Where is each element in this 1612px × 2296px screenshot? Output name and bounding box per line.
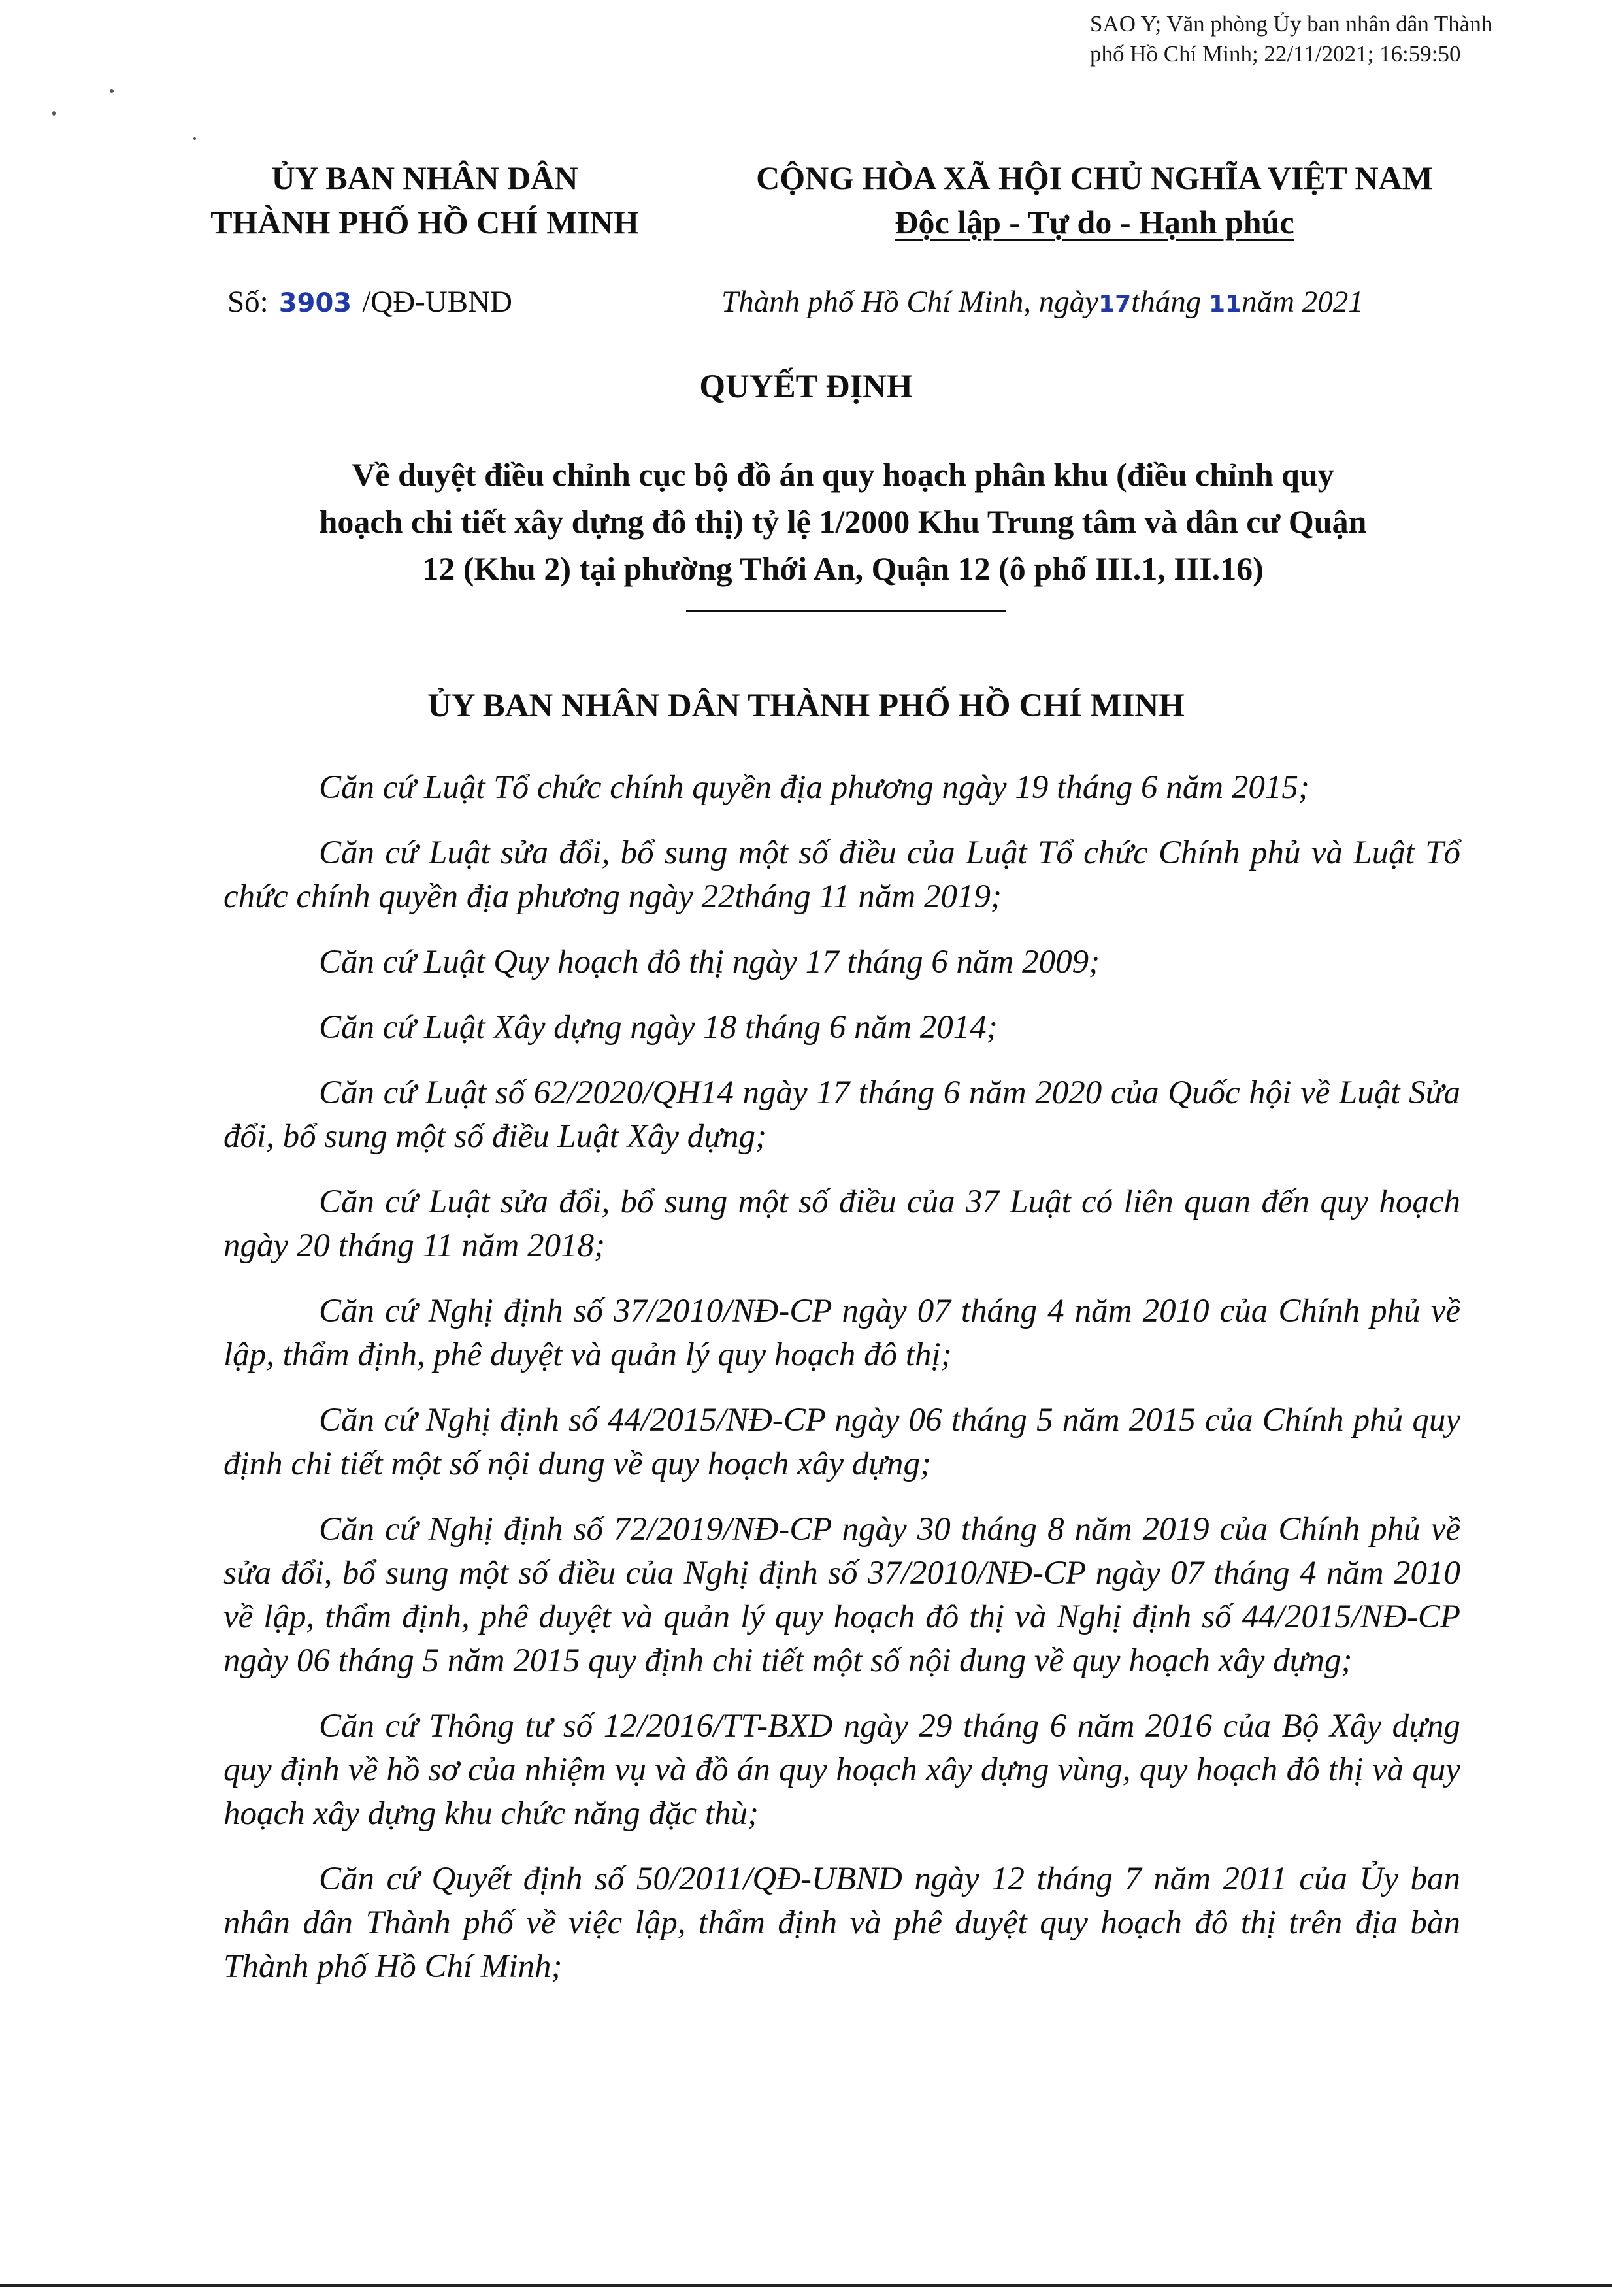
place-date-part3: năm 2021	[1242, 285, 1364, 319]
scan-speck	[52, 111, 56, 116]
document-title: QUYẾT ĐỊNH	[699, 369, 913, 405]
legal-basis-item: Căn cứ Thông tư số 12/2016/TT-BXD ngày 29 tháng 6 năm 2016 của Bộ Xây dựng quy định về hồ sơ của nhiệm vụ và đồ án quy hoạch xây dựng vùng, quy hoạch đô thị và quy hoạch xây dựng khu chức năng đặc thù;	[223, 1708, 1460, 1832]
subtitle-line1: Về duyệt điều chỉnh cục bộ đồ án quy hoạch phân khu (điều chỉnh quy	[352, 456, 1334, 493]
legal-basis-item: Căn cứ Nghị định số 37/2010/NĐ-CP ngày 07 tháng 4 năm 2010 của Chính phủ về lập, thẩm định, phê duyệt và quản lý quy hoạch đô thị;	[223, 1293, 1460, 1373]
nation-motto	[693, 200, 1496, 244]
place-date-part2: tháng	[1131, 285, 1209, 319]
legal-bases	[223, 766, 1460, 2010]
issuer-line1: ỦY BAN NHÂN DÂN	[271, 159, 578, 196]
copy-stamp	[1090, 9, 1587, 69]
national-header	[693, 156, 1496, 244]
doc-number-prefix: Số:	[227, 285, 276, 319]
legal-basis-item: Căn cứ Luật sửa đổi, bổ sung một số điều của 37 Luật có liên quan đến quy hoạch ngày 20 tháng 11 năm 2018;	[223, 1184, 1460, 1264]
title-divider	[686, 610, 1006, 612]
document-subtitle	[209, 451, 1477, 592]
doc-number-suffix: /QĐ-UBND	[354, 285, 512, 319]
legal-basis-item: Căn cứ Nghị định số 44/2015/NĐ-CP ngày 06 tháng 5 năm 2015 của Chính phủ quy định chi tiết một số nội dung về quy hoạch xây dựng;	[223, 1402, 1460, 1482]
legal-basis-item: Căn cứ Luật Xây dựng ngày 18 tháng 6 năm 2014;	[319, 1009, 998, 1046]
issuing-authority: ỦY BAN NHÂN DÂN THÀNH PHỐ HỒ CHÍ MINH	[427, 688, 1185, 724]
document-number	[227, 282, 512, 323]
place-date-part1: Thành phố Hồ Chí Minh, ngày	[721, 285, 1099, 319]
copy-stamp-line2: phố Hồ Chí Minh; 22/11/2021; 16:59:50	[1090, 41, 1461, 67]
scan-speck	[193, 137, 196, 140]
nation-name: CỘNG HÒA XÃ HỘI CHỦ NGHĨA VIỆT NAM	[756, 159, 1433, 196]
issuer-header	[163, 156, 686, 244]
subtitle-line3: 12 (Khu 2) tại phường Thới An, Quận 12 (ô phố III.1, III.16)	[422, 550, 1264, 587]
legal-basis-item: Căn cứ Luật sửa đổi, bổ sung một số điều của Luật Tổ chức Chính phủ và Luật Tổ chức chính quyền địa phương ngày 22tháng 11 năm 2019;	[223, 835, 1460, 915]
date-day-handwritten: 17	[1098, 291, 1132, 318]
subtitle-line2: hoạch chi tiết xây dựng đô thị) tỷ lệ 1/2000 Khu Trung tâm và dân cư Quận	[319, 503, 1367, 540]
scan-bottom-edge	[0, 2284, 1612, 2287]
issuer-line2: THÀNH PHỐ HỒ CHÍ MINH	[210, 204, 639, 241]
date-month-handwritten: 11	[1208, 291, 1242, 318]
nation-motto-text: Độc lập - Tự do - Hạnh phúc	[895, 204, 1294, 241]
legal-basis-item: Căn cứ Luật Tổ chức chính quyền địa phương ngày 19 tháng 6 năm 2015;	[319, 769, 1309, 806]
legal-basis-item: Căn cứ Luật số 62/2020/QH14 ngày 17 tháng 6 năm 2020 của Quốc hội về Luật Sửa đổi, bổ sung một số điều Luật Xây dựng;	[223, 1074, 1460, 1155]
legal-basis-item: Căn cứ Luật Quy hoạch đô thị ngày 17 tháng 6 năm 2009;	[319, 944, 1100, 980]
legal-basis-item: Căn cứ Quyết định số 50/2011/QĐ-UBND ngày 12 tháng 7 năm 2011 của Ủy ban nhân dân Thành phố về việc lập, thẩm định và phê duyệt quy hoạch đô thị trên địa bàn Thành phố Hồ Chí Minh;	[223, 1861, 1460, 1985]
legal-basis-item: Căn cứ Nghị định số 72/2019/NĐ-CP ngày 30 tháng 8 năm 2019 của Chính phủ về sửa đổi, bổ sung một số điều của Nghị định số 37/2010/NĐ-CP ngày 07 tháng 4 năm 2010 về lập, thẩm định, phê duyệt và quản lý quy hoạch đô thị và Nghị định số 44/2015/NĐ-CP ngày 06 tháng 5 năm 2015 quy định chi tiết một số nội dung về quy hoạch xây dựng;	[223, 1511, 1460, 1679]
copy-stamp-line1: SAO Y; Văn phòng Ủy ban nhân dân Thành	[1090, 11, 1493, 37]
place-and-date	[721, 282, 1496, 324]
doc-number-handwritten: 3903	[278, 288, 352, 318]
scan-speck	[110, 89, 114, 93]
